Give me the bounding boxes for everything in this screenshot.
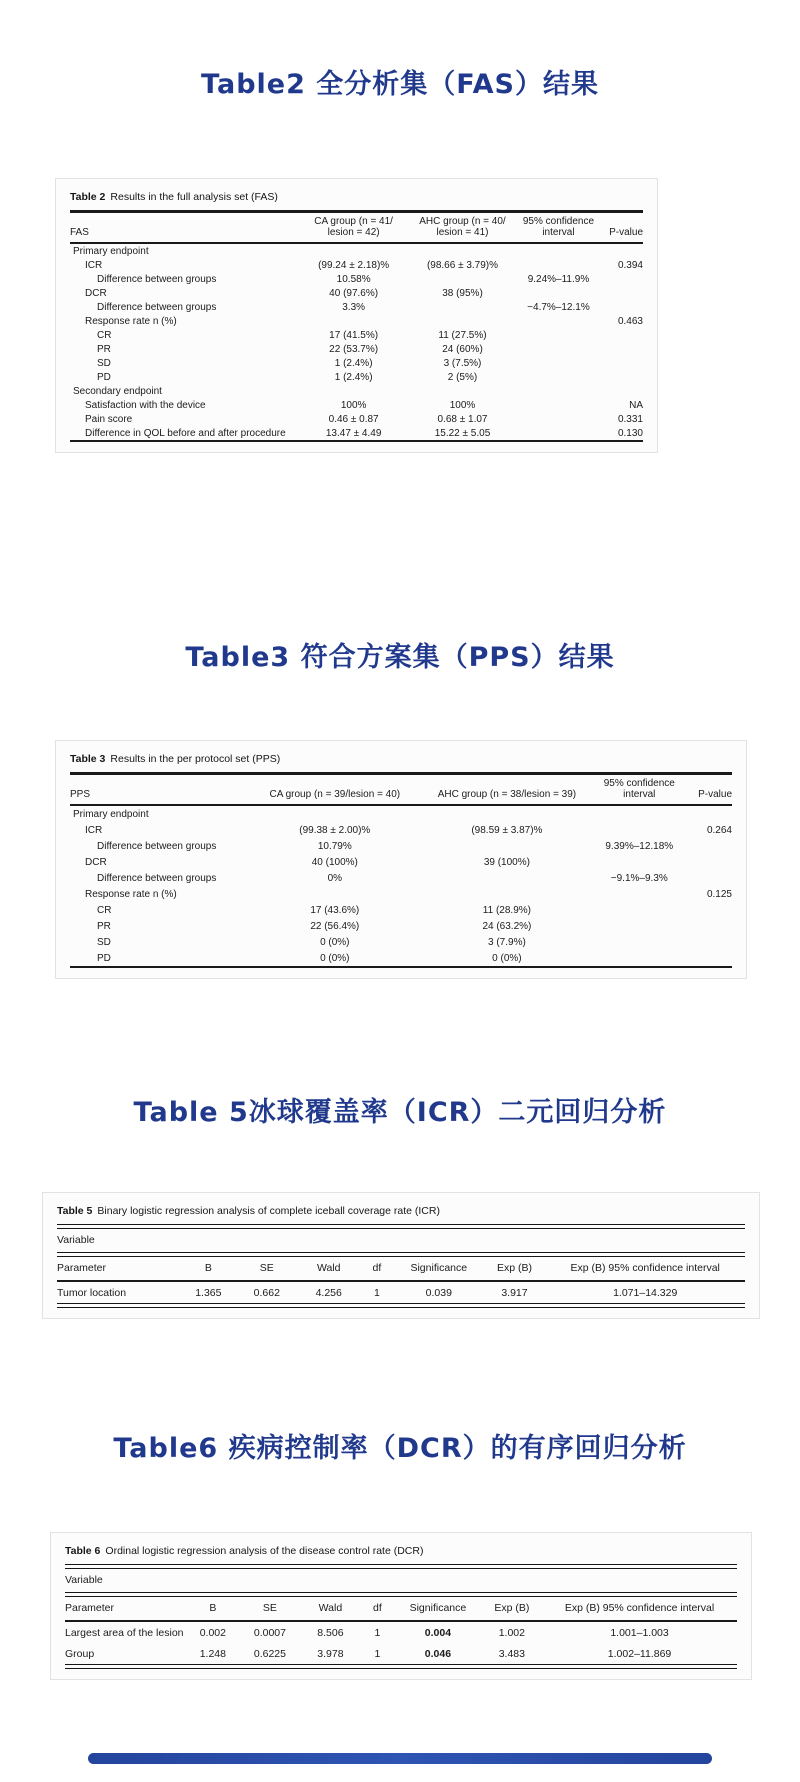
table-cell: 3.3% xyxy=(342,301,366,313)
row-label: Primary endpoint xyxy=(73,245,149,257)
table-rule xyxy=(70,440,643,442)
table-row xyxy=(70,356,643,370)
column-header xyxy=(249,775,421,805)
table-cell: 0.125 xyxy=(706,888,732,900)
table-cell xyxy=(593,854,686,870)
table-row xyxy=(70,342,643,356)
table-cell: 9.24%–11.9% xyxy=(527,273,590,285)
row-label: ICR xyxy=(85,824,103,836)
table-cell: 0.6225 xyxy=(253,1647,286,1660)
table-cell: 15.22 ± 5.05 xyxy=(434,427,491,439)
row-label: SD xyxy=(97,357,111,369)
regression-table xyxy=(65,1597,737,1664)
table-rule xyxy=(65,1664,737,1669)
column-header-line: AHC group (n = 40/ xyxy=(419,216,506,227)
column-header: df xyxy=(361,1597,395,1621)
table-cell xyxy=(408,300,517,314)
table-cell xyxy=(686,838,732,854)
column-header: FAS xyxy=(70,213,299,243)
column-header-line: AHC group (n = 38/lesion = 39) xyxy=(437,789,577,800)
table-cell: 0 (0%) xyxy=(320,952,350,964)
row-label: Largest area of the lesion xyxy=(65,1626,184,1639)
footer-accent-bar xyxy=(88,1753,712,1764)
column-header-line: CA group (n = 41/ xyxy=(314,216,393,227)
results-table-head xyxy=(70,213,643,243)
column-header: Exp (B) xyxy=(484,1257,546,1281)
table-cell: 1 (2.4%) xyxy=(334,371,373,383)
table-cell: (99.38 ± 2.00)% xyxy=(299,824,371,836)
table-cell: (98.59 ± 3.87)% xyxy=(471,824,543,836)
table-row xyxy=(70,258,643,272)
row-label: PR xyxy=(97,920,111,932)
table-cell: 100% xyxy=(449,399,476,411)
table6-caption-text: Ordinal logistic regression analysis of the disease control rate (DCR) xyxy=(105,1545,424,1557)
table2-caption-text: Results in the full analysis set (FAS) xyxy=(110,191,278,203)
section-heading-table5: Table 5冰球覆盖率（ICR）二元回归分析 xyxy=(133,1097,667,1129)
table-cell xyxy=(600,286,643,300)
regression-table-body xyxy=(65,1621,737,1664)
header-row xyxy=(65,1597,737,1621)
table-cell: 1.248 xyxy=(199,1647,226,1660)
table-row xyxy=(70,854,732,870)
table5-body xyxy=(57,1257,745,1303)
table-cell: (99.24 ± 2.18)% xyxy=(318,259,390,271)
table-cell: NA xyxy=(629,399,643,411)
table-row xyxy=(70,370,643,384)
table-cell xyxy=(517,328,600,342)
table-rule xyxy=(70,966,732,968)
column-header-line: lesion = 41) xyxy=(436,227,489,238)
table-cell xyxy=(517,314,600,328)
table-cell xyxy=(600,356,643,370)
table-row xyxy=(70,286,643,300)
column-header: Significance xyxy=(394,1597,481,1621)
column-header: P-value xyxy=(600,213,643,243)
table-cell xyxy=(593,918,686,934)
table-cell: 0% xyxy=(327,872,343,884)
column-header xyxy=(408,213,517,243)
table-cell xyxy=(421,805,593,822)
table-cell xyxy=(517,243,600,258)
table-cell xyxy=(249,886,421,902)
table2-caption xyxy=(70,191,643,203)
table-cell xyxy=(517,356,600,370)
table3-body xyxy=(70,775,732,966)
table-cell: 24 (63.2%) xyxy=(482,920,532,932)
row-label: Difference between groups xyxy=(97,273,217,285)
table-cell: 10.79% xyxy=(317,840,352,852)
row-label: Response rate n (%) xyxy=(85,888,177,900)
table-cell xyxy=(600,328,643,342)
table-cell: 10.58% xyxy=(336,273,371,285)
row-label: DCR xyxy=(85,287,107,299)
section-heading-table2: Table2 全分析集（FAS）结果 xyxy=(201,69,599,101)
table-cell xyxy=(517,426,600,440)
table5-icr-scan xyxy=(42,1192,760,1319)
column-header xyxy=(593,775,686,805)
table-cell xyxy=(593,886,686,902)
column-header-line: CA group (n = 39/lesion = 40) xyxy=(269,789,401,800)
table-cell: 100% xyxy=(340,399,367,411)
row-label: DCR xyxy=(85,856,107,868)
row-label: Group xyxy=(65,1647,95,1660)
column-header: Exp (B) 95% confidence interval xyxy=(545,1257,745,1281)
row-label: CR xyxy=(97,904,112,916)
column-header: SE xyxy=(236,1257,298,1281)
section-heading-table3: Table3 符合方案集（PPS）结果 xyxy=(185,642,615,674)
column-header: SE xyxy=(240,1597,300,1621)
table-cell xyxy=(421,870,593,886)
table-cell xyxy=(686,934,732,950)
table-cell xyxy=(600,300,643,314)
column-header: Parameter xyxy=(65,1597,186,1621)
table-cell xyxy=(593,934,686,950)
row-label: Tumor location xyxy=(57,1286,127,1299)
table6-body xyxy=(65,1597,737,1664)
column-header-line: 95% confidence xyxy=(522,216,595,227)
row-label: SD xyxy=(97,936,111,948)
table2-caption-label: Table 2 xyxy=(70,191,106,203)
table-cell: 0.662 xyxy=(253,1286,280,1299)
table-cell xyxy=(600,370,643,384)
table-row xyxy=(70,300,643,314)
column-header xyxy=(421,775,593,805)
row-label: PD xyxy=(97,952,111,964)
table5-variable-label: Variable xyxy=(57,1234,95,1246)
table-cell: (98.66 ± 3.79)% xyxy=(426,259,499,271)
table-cell: 1.001–1.003 xyxy=(610,1626,669,1639)
regression-table xyxy=(57,1257,745,1303)
table-cell: 17 (41.5%) xyxy=(329,329,379,341)
table-row xyxy=(65,1643,737,1664)
table-row xyxy=(70,870,732,886)
results-table-body xyxy=(70,805,732,966)
table-cell: 3.978 xyxy=(317,1647,344,1660)
table-cell xyxy=(686,870,732,886)
table-cell: 17 (43.6%) xyxy=(310,904,360,916)
table-cell: 1 (2.4%) xyxy=(334,357,373,369)
table-row xyxy=(70,934,732,950)
table-cell: 0.002 xyxy=(199,1626,226,1639)
results-table-head xyxy=(70,775,732,805)
table6-dcr-scan xyxy=(50,1532,752,1680)
table-cell: 0.130 xyxy=(617,427,643,439)
table-cell: 0.331 xyxy=(617,413,643,425)
table-row xyxy=(57,1281,745,1303)
table6-variable-label: Variable xyxy=(65,1574,103,1586)
table-cell: 3.483 xyxy=(498,1647,525,1660)
table-cell xyxy=(408,272,517,286)
table-cell xyxy=(600,384,643,398)
table-cell: 11 (28.9%) xyxy=(482,904,531,916)
table6-caption-label: Table 6 xyxy=(65,1545,101,1557)
table-cell: 0.264 xyxy=(706,824,732,836)
table3-caption-text: Results in the per protocol set (PPS) xyxy=(110,753,281,765)
row-label: Response rate n (%) xyxy=(85,315,177,327)
row-label: Difference in QOL before and after procedure xyxy=(85,427,286,439)
table-cell: 0.394 xyxy=(617,259,643,271)
table-cell xyxy=(600,272,643,286)
row-label: CR xyxy=(97,329,112,341)
column-header: Parameter xyxy=(57,1257,181,1281)
row-label: Pain score xyxy=(85,413,133,425)
table-row xyxy=(65,1621,737,1643)
table3-pps-scan xyxy=(55,740,747,979)
table-cell: 1 xyxy=(373,1286,380,1299)
table-cell: 1.002–11.869 xyxy=(607,1647,672,1660)
table-cell: 1.002 xyxy=(498,1626,525,1639)
table-cell: 1.365 xyxy=(195,1286,222,1299)
row-label: ICR xyxy=(85,259,103,271)
table-row xyxy=(70,950,732,966)
table-row xyxy=(70,243,643,258)
table-cell: 0.463 xyxy=(617,315,643,327)
table-row xyxy=(70,272,643,286)
row-label: PD xyxy=(97,371,111,383)
table-cell: 0.046 xyxy=(424,1647,452,1660)
table-cell: 3 (7.9%) xyxy=(488,936,526,948)
column-header: Significance xyxy=(394,1257,483,1281)
table-cell: 9.39%–12.18% xyxy=(605,840,674,852)
column-header: Exp (B) 95% confidence interval xyxy=(542,1597,737,1621)
table-cell: 4.256 xyxy=(315,1286,342,1299)
column-header: P-value xyxy=(686,775,732,805)
table5-caption xyxy=(57,1205,745,1217)
table-cell xyxy=(408,243,517,258)
table-cell xyxy=(686,805,732,822)
table-cell: 1 xyxy=(374,1647,381,1660)
table-cell xyxy=(593,805,686,822)
table-cell xyxy=(686,950,732,966)
row-label: Difference between groups xyxy=(97,301,217,313)
column-header: Wald xyxy=(300,1597,360,1621)
column-header: B xyxy=(186,1597,240,1621)
regression-table-head xyxy=(57,1257,745,1281)
row-label: Difference between groups xyxy=(97,872,217,884)
table-cell: 2 (5%) xyxy=(447,371,478,383)
table-cell: 8.506 xyxy=(317,1626,344,1639)
table5-caption-text: Binary logistic regression analysis of complete iceball coverage rate (ICR) xyxy=(97,1205,440,1217)
results-table xyxy=(70,775,732,966)
table-cell: 0.039 xyxy=(425,1286,452,1299)
column-header: df xyxy=(360,1257,394,1281)
column-header: B xyxy=(181,1257,236,1281)
table-cell: 0.68 ± 1.07 xyxy=(437,413,488,425)
table-cell: 22 (53.7%) xyxy=(329,343,379,355)
table-row xyxy=(70,328,643,342)
header-row xyxy=(70,213,643,243)
table-cell: 40 (100%) xyxy=(311,856,358,868)
table-cell xyxy=(593,822,686,838)
table-cell xyxy=(299,243,408,258)
table-cell: 0.0007 xyxy=(253,1626,286,1639)
table-cell xyxy=(517,384,600,398)
regression-table-body xyxy=(57,1281,745,1303)
table-cell xyxy=(421,838,593,854)
column-header: PPS xyxy=(70,775,249,805)
table-cell: 0.46 ± 0.87 xyxy=(328,413,379,425)
row-label: Primary endpoint xyxy=(73,808,149,820)
row-label: Secondary endpoint xyxy=(73,385,162,397)
table-cell xyxy=(600,342,643,356)
table-cell: 0 (0%) xyxy=(492,952,522,964)
table3-caption xyxy=(70,753,732,765)
table-rule xyxy=(57,1303,745,1308)
row-label: PR xyxy=(97,343,111,355)
table-cell: 1 xyxy=(374,1626,381,1639)
table-cell xyxy=(408,314,517,328)
table-cell: 38 (95%) xyxy=(442,287,483,299)
regression-table-head xyxy=(65,1597,737,1621)
table-cell: 24 (60%) xyxy=(442,343,483,355)
column-header xyxy=(299,213,408,243)
table-cell xyxy=(517,398,600,412)
table2-body xyxy=(70,213,643,440)
table-cell xyxy=(686,854,732,870)
table5-caption-label: Table 5 xyxy=(57,1205,93,1217)
table-cell xyxy=(517,412,600,426)
table-cell xyxy=(421,886,593,902)
table-row xyxy=(70,838,732,854)
table-cell: 13.47 ± 4.49 xyxy=(325,427,382,439)
table-cell xyxy=(593,950,686,966)
column-header-line: lesion = 42) xyxy=(327,227,380,238)
table-cell: −4.7%–12.1% xyxy=(527,301,590,313)
table-cell xyxy=(517,342,600,356)
column-header: Exp (B) xyxy=(482,1597,542,1621)
table-row xyxy=(70,822,732,838)
table-row xyxy=(70,314,643,328)
results-table-body xyxy=(70,243,643,440)
table-cell xyxy=(517,258,600,272)
table-cell: 22 (56.4%) xyxy=(310,920,360,932)
column-header: Wald xyxy=(298,1257,360,1281)
table-cell xyxy=(249,805,421,822)
table3-caption-label: Table 3 xyxy=(70,753,106,765)
section-heading-table6: Table6 疾病控制率（DCR）的有序回归分析 xyxy=(113,1433,687,1465)
table-cell: 3 (7.5%) xyxy=(443,357,482,369)
table-row xyxy=(70,902,732,918)
table-cell xyxy=(408,384,517,398)
table-row xyxy=(70,384,643,398)
column-header-line: interval xyxy=(542,227,575,238)
table-cell: −9.1%–9.3% xyxy=(610,872,668,884)
table-cell: 11 (27.5%) xyxy=(438,329,487,341)
row-label: Difference between groups xyxy=(97,840,217,852)
table-cell: 3.917 xyxy=(501,1286,528,1299)
table-cell xyxy=(517,370,600,384)
table-row xyxy=(70,805,732,822)
results-table xyxy=(70,213,643,440)
table-row xyxy=(70,398,643,412)
table-cell xyxy=(600,243,643,258)
table-cell: 0 (0%) xyxy=(320,936,350,948)
table-cell xyxy=(593,902,686,918)
table-row xyxy=(70,426,643,440)
header-row xyxy=(70,775,732,805)
row-label: Satisfaction with the device xyxy=(85,399,206,411)
table-cell xyxy=(299,314,408,328)
column-header-line: 95% confidence interval xyxy=(603,778,675,800)
table-cell xyxy=(686,918,732,934)
table-cell: 0.004 xyxy=(424,1626,452,1639)
table-row xyxy=(70,918,732,934)
table6-caption xyxy=(65,1545,737,1557)
table-cell: 39 (100%) xyxy=(483,856,530,868)
table-cell: 1.071–14.329 xyxy=(613,1286,678,1299)
column-header xyxy=(517,213,600,243)
table-cell xyxy=(517,286,600,300)
table-cell xyxy=(299,384,408,398)
table-cell xyxy=(686,902,732,918)
header-row xyxy=(57,1257,745,1281)
table-row xyxy=(70,886,732,902)
table-row xyxy=(70,412,643,426)
table-cell: 40 (97.6%) xyxy=(329,287,379,299)
table2-fas-scan xyxy=(55,178,658,453)
